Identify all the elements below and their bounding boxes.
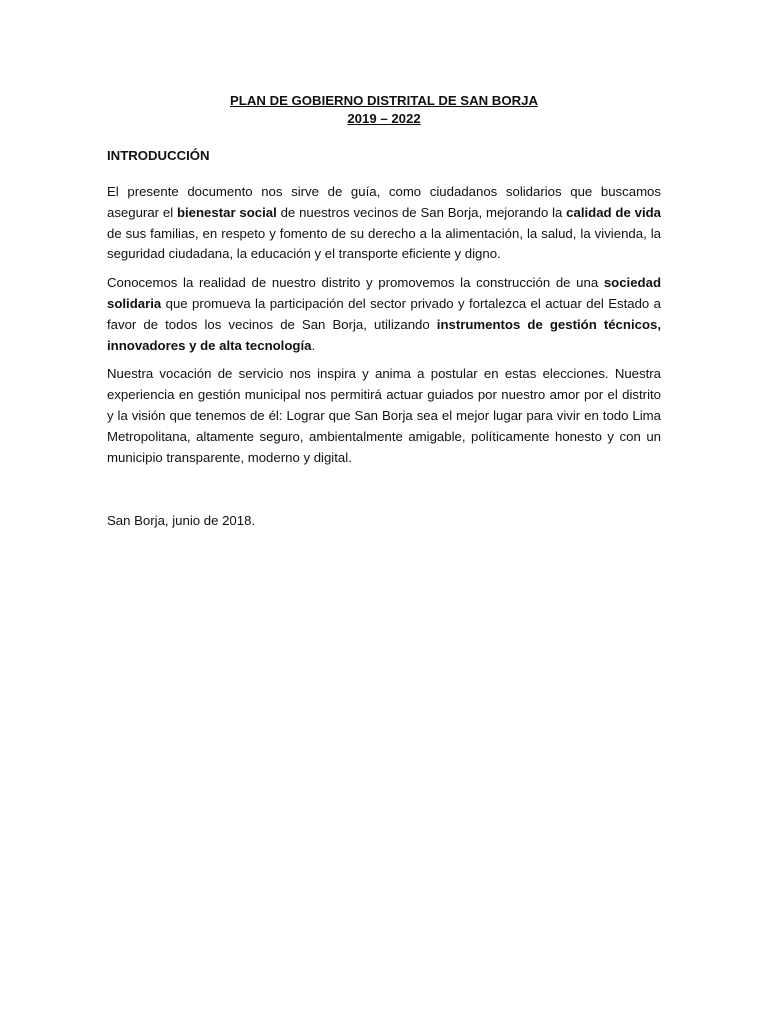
intro-paragraph-1 bbox=[107, 182, 661, 265]
intro-paragraph-3: Nuestra vocación de servicio nos inspira y anima a postular en estas elecciones. Nuestra experiencia en gestión municipal nos permitirá actuar guiados por nuestro amor por el distrito y la visión que tenemos de él: Lograr que San Borja sea el mejor lugar para vivir en todo Lima Metropolitana, altamente seguro, ambientalmente amigable, políticamente honesto y con un municipio transparente, moderno y digital. bbox=[107, 366, 661, 465]
paragraph-text: que promueva la participación del sector privado y fortalezca el actuar del Estado a favor de todos los vecinos de San Borja, utilizando bbox=[107, 295, 661, 332]
document-period: 2019 – 2022 bbox=[347, 111, 421, 126]
paragraph-text: de sus familias, en respeto y fomento de su derecho a la alimentación, la salud, la vivienda, la seguridad ciudadana, la educación y el transporte eficiente y digno. bbox=[107, 225, 661, 262]
bold-phrase-bienestar-social: bienestar social bbox=[176, 204, 277, 220]
document-title: PLAN DE GOBIERNO DISTRITAL DE SAN BORJA bbox=[230, 93, 538, 108]
paragraph-text: . bbox=[311, 337, 316, 353]
bold-phrase-instrumentos: instrumentos de gestión técnicos, innovadores y de alta tecnología bbox=[107, 316, 661, 353]
intro-paragraph-2 bbox=[107, 273, 661, 356]
paragraph-text: de nuestros vecinos de San Borja, mejorando la bbox=[276, 204, 567, 220]
paragraph-text: Conocemos la realidad de nuestro distrito y promovemos la construcción de una bbox=[107, 275, 604, 291]
document-signoff: San Borja, junio de 2018. bbox=[107, 513, 256, 529]
section-heading-introduccion: INTRODUCCIÓN bbox=[107, 148, 210, 163]
paragraph-text: El presente documento nos sirve de guía, como ciudadanos solidarios que buscamos asegurar el bbox=[107, 184, 661, 220]
bold-phrase-sociedad-solidaria: sociedad solidaria bbox=[107, 275, 661, 311]
bold-phrase-calidad-de-vida: calidad de vida bbox=[566, 204, 662, 220]
document-body bbox=[107, 92, 661, 544]
